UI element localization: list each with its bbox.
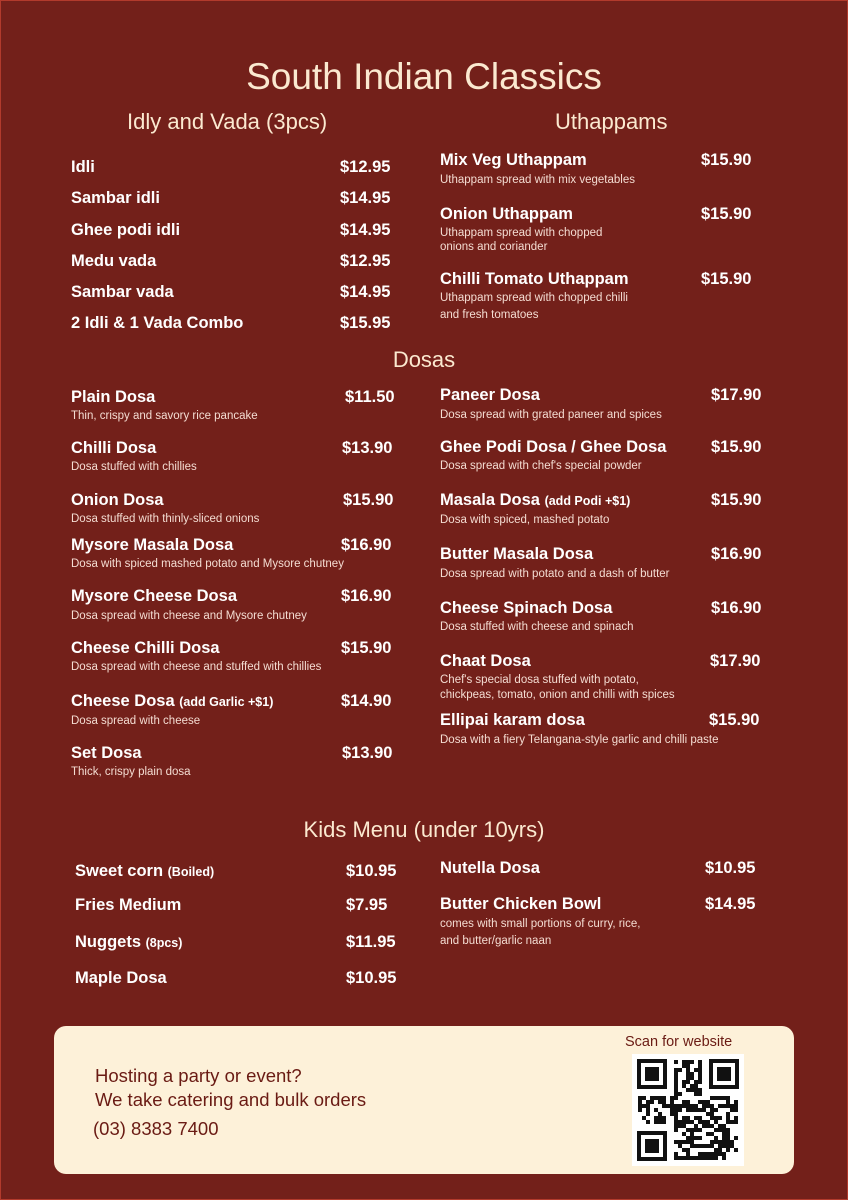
menu-item-name: Idli (71, 158, 95, 176)
menu-item-price: $14.95 (340, 283, 391, 301)
menu-item-description: Dosa spread with cheese (71, 715, 201, 727)
menu-item-description: comes with small portions of curry, rice, (440, 918, 641, 930)
menu-item-description: Dosa stuffed with thinly-sliced onions (71, 513, 260, 525)
menu-item-price: $15.90 (343, 491, 394, 509)
menu-item-name: Mysore Masala Dosa (71, 536, 234, 554)
section-heading-idly-vada: Idly and Vada (3pcs) (127, 109, 328, 134)
menu-item-name: Butter Masala Dosa (440, 545, 594, 563)
menu-item-name-text: Cheese Dosa (71, 692, 175, 710)
menu-item-description: chickpeas, tomato, onion and chilli with spices (440, 689, 675, 701)
menu-item-name-text: Masala Dosa (440, 491, 540, 509)
menu-item-price: $15.90 (701, 151, 752, 169)
menu-item-name: Maple Dosa (75, 969, 167, 987)
phone-number[interactable]: (03) 8383 7400 (93, 1118, 219, 1139)
menu-item-price: $16.90 (711, 599, 762, 617)
menu-item-name (71, 692, 273, 711)
menu-item-description: Uthappam spread with mix vegetables (440, 174, 635, 186)
menu-title: South Indian Classics (246, 56, 602, 97)
menu-item-name: Cheese Chilli Dosa (71, 639, 220, 657)
menu-item-description: Thick, crispy plain dosa (71, 766, 191, 778)
menu-item-price: $10.95 (346, 862, 397, 880)
menu-item-price: $12.95 (340, 252, 391, 270)
menu-item-name: Plain Dosa (71, 388, 156, 406)
menu-item-description: Dosa with spiced, mashed potato (440, 514, 610, 526)
menu-item-price: $16.90 (341, 536, 392, 554)
menu-item-description: Dosa spread with grated paneer and spices (440, 409, 662, 421)
menu-item-price: $16.90 (711, 545, 762, 563)
menu-item-name: Butter Chicken Bowl (440, 895, 602, 913)
qr-code-icon[interactable] (632, 1054, 744, 1166)
menu-item-price: $16.90 (341, 587, 392, 605)
menu-item-addon: (add Podi +$1) (544, 494, 631, 508)
menu-item-name: Chilli Tomato Uthappam (440, 270, 629, 288)
menu-item-name: Onion Dosa (71, 491, 164, 509)
menu-item-description: Dosa with a fiery Telangana-style garlic and chilli paste (440, 734, 719, 746)
menu-item-description: and butter/garlic naan (440, 935, 552, 947)
menu-item-name: Ghee Podi Dosa / Ghee Dosa (440, 438, 667, 456)
menu-item-price: $14.90 (341, 692, 392, 710)
menu-item-price: $13.90 (342, 439, 393, 457)
menu-item-description: Chef's special dosa stuffed with potato, (440, 674, 639, 686)
menu-item-name: Onion Uthappam (440, 205, 573, 223)
menu-item-name: Medu vada (71, 252, 157, 270)
section-heading-kids: Kids Menu (under 10yrs) (303, 817, 545, 842)
menu-item-description: Dosa stuffed with cheese and spinach (440, 621, 634, 633)
menu-item-description: Dosa spread with cheese and Mysore chutney (71, 610, 307, 622)
menu-item-price: $14.95 (705, 895, 756, 913)
menu-item-name: Sambar idli (71, 189, 160, 207)
menu-item-price: $14.95 (340, 189, 391, 207)
catering-line-2: We take catering and bulk orders (95, 1089, 367, 1110)
menu-item-name: Chaat Dosa (440, 652, 531, 670)
menu-item-name: Nutella Dosa (440, 859, 540, 877)
menu-item-price: $14.95 (340, 221, 391, 239)
menu-item-addon: (add Garlic +$1) (179, 695, 274, 709)
menu-item-description: Dosa spread with chef's special powder (440, 460, 642, 472)
qr-code-graphic (632, 1054, 744, 1166)
menu-item-price: $15.90 (341, 639, 392, 657)
catering-line-1: Hosting a party or event? (95, 1065, 302, 1086)
menu-item-name (75, 862, 214, 881)
menu-item-name-text: Nuggets (75, 933, 141, 951)
menu-item-price: $15.95 (340, 314, 391, 332)
menu-item-price: $10.95 (346, 969, 397, 987)
menu-item-description: Thin, crispy and savory rice pancake (71, 410, 258, 422)
scan-label: Scan for website (625, 1034, 733, 1050)
menu-item-addon: (8pcs) (145, 936, 183, 950)
section-heading-dosas: Dosas (392, 347, 456, 372)
menu-item-description: Dosa stuffed with chillies (71, 461, 197, 473)
menu-item-name: Ghee podi idli (71, 221, 181, 239)
menu-item-description: Dosa spread with cheese and stuffed with chillies (71, 661, 322, 673)
menu-item-price: $11.50 (345, 388, 395, 406)
menu-item-name: Ellipai karam dosa (440, 711, 585, 729)
menu-item-price: $15.90 (709, 711, 760, 729)
menu-item-price: $15.90 (701, 205, 752, 223)
menu-item-price: $10.95 (705, 859, 756, 877)
menu-item-price: $7.95 (346, 896, 388, 914)
menu-item-description: onions and coriander (440, 241, 548, 253)
menu-item-price: $15.90 (711, 438, 762, 456)
menu-item-price: $15.90 (701, 270, 752, 288)
menu-item-price: $12.95 (340, 158, 391, 176)
menu-item-price: $17.90 (710, 652, 761, 670)
menu-item-name: Cheese Spinach Dosa (440, 599, 613, 617)
section-heading-uthappams: Uthappams (555, 109, 668, 134)
menu-item-name: Set Dosa (71, 744, 142, 762)
menu-item-description: Uthappam spread with chopped chilli (440, 292, 628, 304)
menu-item-name: Sambar vada (71, 283, 174, 301)
menu-item-description: Uthappam spread with chopped (440, 227, 603, 239)
menu-item-name-text: Sweet corn (75, 862, 164, 880)
menu-item-price: $17.90 (711, 386, 762, 404)
menu-item-name: 2 Idli & 1 Vada Combo (71, 314, 244, 332)
menu-item-name (440, 491, 630, 510)
menu-item-price: $11.95 (346, 933, 396, 951)
menu-item-price: $13.90 (342, 744, 393, 762)
menu-item-name (75, 933, 182, 952)
menu-item-name: Fries Medium (75, 896, 182, 914)
menu-item-description: Dosa with spiced mashed potato and Mysore chutney (71, 558, 344, 570)
menu-item-addon: (Boiled) (167, 865, 215, 879)
menu-item-price: $15.90 (711, 491, 762, 509)
menu-item-name: Mix Veg Uthappam (440, 151, 587, 169)
menu-item-description: Dosa spread with potato and a dash of butter (440, 568, 670, 580)
menu-item-name: Chilli Dosa (71, 439, 157, 457)
menu-item-description: and fresh tomatoes (440, 309, 539, 321)
menu-item-name: Paneer Dosa (440, 386, 540, 404)
menu-item-name: Mysore Cheese Dosa (71, 587, 237, 605)
